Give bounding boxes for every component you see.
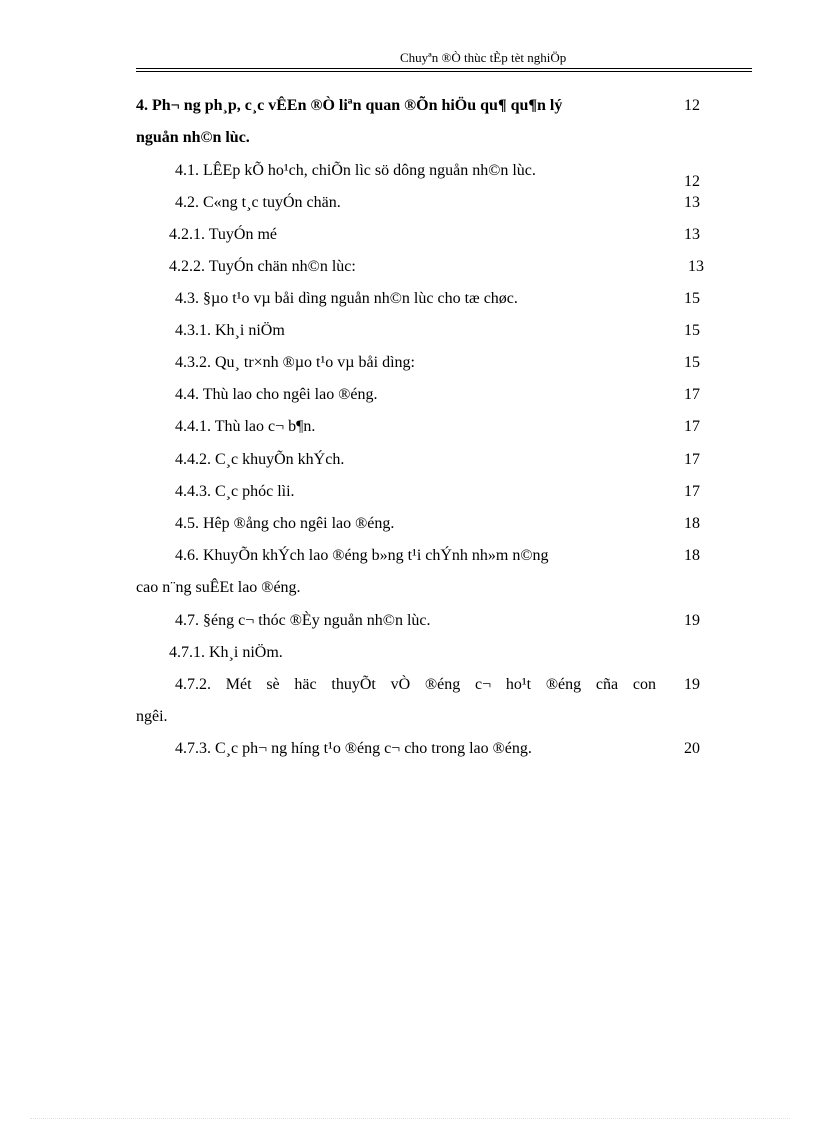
toc-page-4-7: 19	[684, 612, 700, 629]
toc-entry-4-1: 4.1. LÊEp kÕ ho¹ch, chiÕn lìc sö dông nguån nh©n lùc.	[175, 162, 536, 179]
toc-page-4-4-3: 17	[684, 483, 700, 500]
header-rule-top	[136, 68, 752, 69]
toc-page-4-2: 13	[684, 194, 700, 211]
running-header: Chuyªn ®Ò thùc tÈp tèt nghiÖp	[400, 50, 567, 65]
toc-entry-4-2-2: 4.2.2. TuyÓn chän nh©n lùc:	[169, 258, 356, 275]
toc-page-4-4-2: 17	[684, 451, 700, 468]
toc-page-4-7-3: 20	[684, 740, 700, 757]
toc-entry-4-4: 4.4. Thù lao cho ngêi lao ®éng.	[175, 386, 378, 403]
toc-page-4-4-1: 17	[684, 418, 700, 435]
toc-entry-4-5: 4.5. Hêp ®ång cho ngêi lao ®éng.	[175, 515, 395, 532]
toc-entry-4-line2: nguån nh©n lùc.	[136, 129, 250, 146]
toc-entry-4-4-2: 4.4.2. C¸c khuyÕn khÝch.	[175, 451, 345, 468]
toc-page-4-4: 17	[684, 386, 700, 403]
toc-entry-4-6-line2: cao n¨ng suÊEt lao ®éng.	[136, 579, 301, 596]
toc-entry-4-2: 4.2. C«ng t¸c tuyÓn chän.	[175, 194, 341, 211]
toc-entry-4-7-1: 4.7.1. Kh¸i niÖm.	[169, 644, 283, 661]
toc-entry-4-6-line1: 4.6. KhuyÕn khÝch lao ®éng b»ng t¹i chÝnh nh»m n©ng	[175, 547, 549, 564]
toc-page-4-5: 18	[684, 515, 700, 532]
toc-page-4-1: 12	[684, 173, 700, 190]
toc-page-4-2-1: 13	[684, 226, 700, 243]
toc-entry-4-4-1: 4.4.1. Thù lao c¬ b¶n.	[175, 418, 316, 435]
header-rule-bottom	[136, 71, 752, 72]
toc-page-4-3-1: 15	[684, 322, 700, 339]
toc-entry-4-7-2-line1: 4.7.2. Mét sè häc thuyÕt vÒ ®éng c¬ ho¹t ®éng cña con	[175, 676, 656, 693]
toc-page-4-6: 18	[684, 547, 700, 564]
toc-page-4: 12	[684, 97, 700, 114]
toc-entry-4-2-1: 4.2.1. TuyÓn mé	[169, 226, 278, 243]
toc-entry-4-7: 4.7. §éng c¬ thóc ®Èy nguån nh©n lùc.	[175, 612, 431, 629]
toc-page-4-3: 15	[684, 290, 700, 307]
toc-entry-4-3-2: 4.3.2. Qu¸ tr×nh ®µo t¹o vµ båi dìng:	[175, 354, 415, 371]
toc-entry-4-3-1: 4.3.1. Kh¸i niÖm	[175, 322, 285, 339]
toc-entry-4-7-2-line2: ngêi.	[136, 708, 168, 725]
toc-page-4-2-2: 13	[688, 258, 704, 275]
toc-page-4-3-2: 15	[684, 354, 700, 371]
footer-dotted-line	[30, 1118, 790, 1119]
toc-entry-4-4-3: 4.4.3. C¸c phóc lìi.	[175, 483, 295, 500]
toc-entry-4-line1: 4. Ph¬ ng ph¸p, c¸c vÊEn ®Ò liªn quan ®Õn hiÖu qu¶ qu¶n lý	[136, 97, 563, 114]
toc-entry-4-3: 4.3. §µo t¹o vµ båi dìng nguån nh©n lùc cho tæ chøc.	[175, 290, 518, 307]
toc-entry-4-7-3: 4.7.3. C¸c ph¬ ng híng t¹o ®éng c¬ cho trong lao ®éng.	[175, 740, 532, 757]
toc-page-4-7-2: 19	[684, 676, 700, 693]
